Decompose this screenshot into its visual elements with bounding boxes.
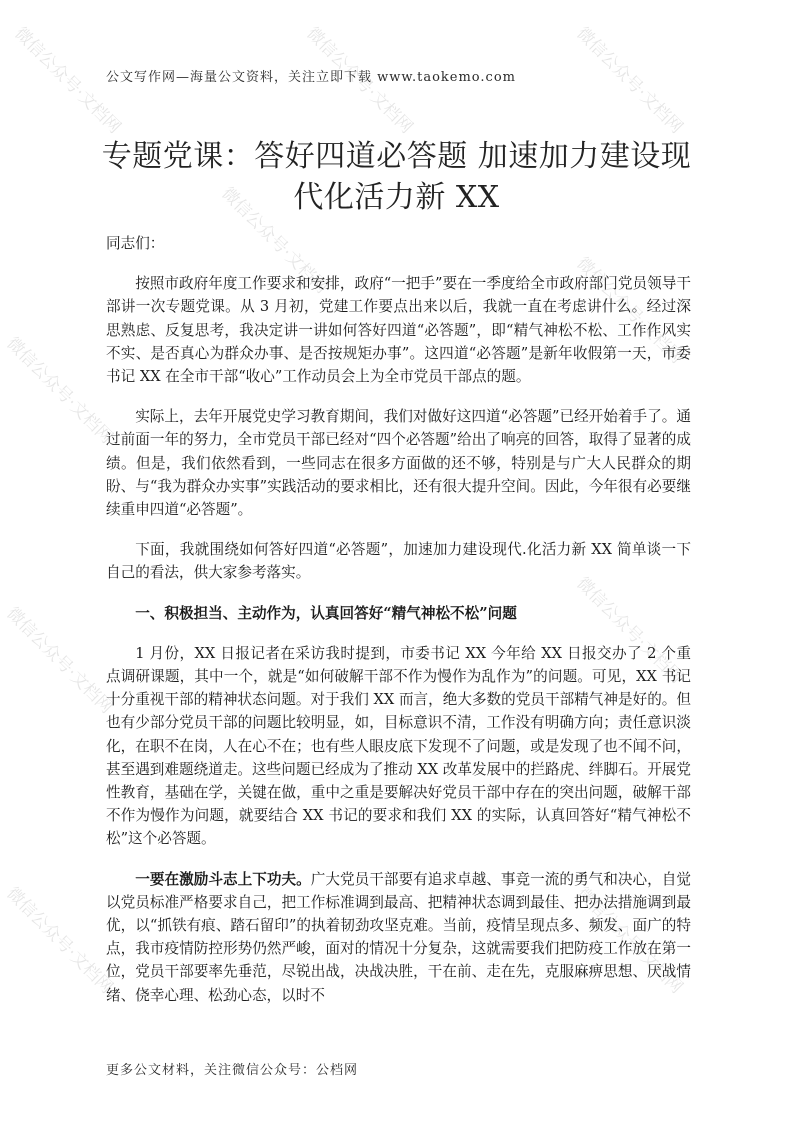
watermark-text: 微信公众号·文档网 — [572, 883, 687, 998]
paragraph: 实际上，去年开展党史学习教育期间，我们对做好这四道“必答题”已经开始着手了。通过前面一年的努力，全市党员干部已经对“四个必答题”给出了响亮的回答，取得了显著的成绩。但是，我们依然看到，一些同志在很多方面做的还不够，特别是与广大人民群众的期盼、与“我为群众办实事”实践活动的要求相比，还有很大提升空间。因此，今年很有必要继续重申四道“必答题”。 — [106, 408, 691, 519]
paragraph: 下面，我就围绕如何答好四道“必答题”，加速加力建设现代.化活力新 XX 简单谈一下自己的看法，供大家参考落实。 — [106, 541, 691, 582]
page-footer: 更多公文材料，关注微信公众号：公档网 — [106, 1063, 359, 1078]
paragraph: 按照市政府年度工作要求和安排，政府“一把手”要在一季度给全市政府部门党员领导干部讲一次专题党课。从 3 月初，党建工作要点出来以后，我就一直在考虑讲什么。经过深思熟虑、反复思考，我决定讲一讲如何答好四道“必答题”，即“精气神松不松、工作作风实不实、是否真心为群众办事、是否按规矩办事”。这四道“必答题”是新年收假第一天，市委书记 XX 在全市干部“收心”工作动员会上为全市党员干部点的题。 — [106, 275, 691, 386]
watermark-text: 微信公众号·文档网 — [2, 603, 117, 718]
paragraph: 1 月份，XX 日报记者在采访我时提到，市委书记 XX 今年给 XX 日报交办了 2 个重点调研课题，其中一个，就是“如何破解干部不作为慢作为乱作为”的问题。可见，XX 书记十分重视干部的精神状态问题。对于我们 XX 而言，绝大多数的党员干部精气神是好的。但也有少部分党员干部的问题比较明显，如，目标意识不清，工作没有明确方向；责任意识淡化，在职不在岗，人在心不在；也有些人眼皮底下发现不了问题，或是发现了也不闻不问，甚至遇到难题绕道走。这些问题已经成为了推动 XX 改革发展中的拦路虎、绊脚石。开展党性教育，基础在学，关键在做，重中之重是要解决好党员干部中存在的突出问题，破解干部不作为慢作为问题，就要结合 XX 书记的要求和我们 XX 的实际，认真回答好“精气神松不松”这个必答题。 — [106, 644, 691, 848]
paragraph — [106, 868, 691, 1007]
watermark-text: 微信公众号·文档网 — [10, 23, 125, 138]
watermark-text: 微信公众号·文档网 — [2, 333, 117, 448]
paragraph-text: 广大党员干部要有追求卓越、事竞一流的勇气和决心，自觉以党员标准严格要求自己，把工作标准调到最高、把精神状态调到最佳、把办法措施调到最优，以“抓铁有痕、踏石留印”的执着韧劲攻坚克难。当前，疫情呈现点多、频发、面广的特点，我市疫情防控形势仍然严峻，面对的情况十分复杂，这就需要我们把防疫工作放在第一位，党员干部要率先垂范，尽锐出战，决战决胜，干在前、走在先，克服麻痹思想、厌战情绪、侥幸心理、松劲心态，以时不 — [106, 870, 691, 1004]
document-title: 专题党课：答好四道必答题 加速加力建设现代化活力新 XX — [101, 139, 692, 215]
watermark-text: 微信公众号·文档网 — [2, 883, 117, 998]
watermark-text: 微信公众号·文档网 — [572, 573, 687, 688]
watermark-text: 微信公众号·文档网 — [217, 183, 332, 298]
page-header: 公文写作网—海量公文资料，关注立即下载 www.taokemo.com — [106, 70, 516, 85]
lead-sentence: 一要在激励斗志上下功夫。 — [135, 870, 311, 888]
watermark-text: 微信公众号·文档网 — [302, 23, 417, 138]
watermark-text: 微信公众号·文档网 — [572, 23, 687, 138]
section-heading: 一、积极担当、主动作为，认真回答好“精气神松不松”问题 — [135, 604, 517, 622]
watermark-text: 微信公众号·文档网 — [572, 253, 687, 368]
document-body — [106, 232, 691, 1024]
greeting: 同志们： — [106, 235, 165, 252]
